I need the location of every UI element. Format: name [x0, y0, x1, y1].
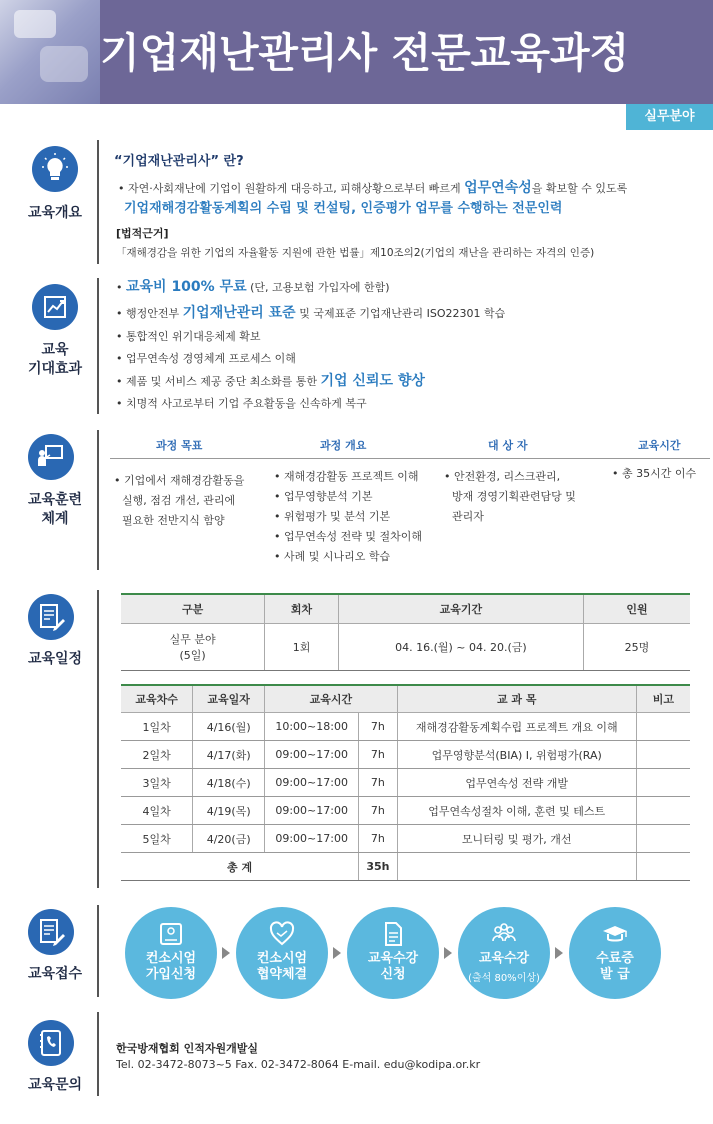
- section-label-reception: 교육접수: [27, 966, 83, 982]
- header-photo: [0, 0, 100, 104]
- effect-item: • 치명적 사고로부터 기업 주요활동을 신속하게 복구: [116, 397, 367, 410]
- cell: 5일차: [121, 825, 193, 853]
- cell: 4일차: [121, 797, 193, 825]
- section-divider: [97, 430, 99, 570]
- divider: [110, 458, 710, 459]
- overview-heading: “기업재난관리사” 란?: [114, 154, 244, 169]
- graduation-cap-icon: [600, 919, 630, 949]
- overview-line2: 기업재해경감활동계획의 수립 및 컨설팅, 인증평가 업무를 수행하는 전문인력: [124, 201, 563, 216]
- col-header: 회차: [265, 594, 339, 624]
- step-course-apply: 교육수강 신청: [347, 907, 439, 999]
- col-header-goal: 과정 목표: [156, 439, 203, 452]
- effect-item: • 업무연속성 경영체계 프로세스 이해: [116, 352, 296, 365]
- category-badge: 실무분야: [626, 104, 713, 130]
- contact-org: 한국방재협회 인적자원개발실: [116, 1042, 258, 1055]
- cell: [636, 713, 690, 741]
- presentation-icon: [28, 434, 74, 480]
- effect-item: • 교육비 100% 무료 (단, 고용보험 가입자에 한함): [116, 279, 390, 295]
- cell: 09:00~17:00: [265, 797, 359, 825]
- cell: 7h: [359, 797, 397, 825]
- table-row: [121, 769, 690, 797]
- cell: 7h: [359, 825, 397, 853]
- training-hours: • 총 35시간 이수: [612, 467, 697, 480]
- col-header: 교육차수: [121, 685, 193, 713]
- cell: 2일차: [121, 741, 193, 769]
- cell: 3일차: [121, 769, 193, 797]
- legal-basis-title: [법적근거]: [116, 227, 169, 240]
- schedule-detail-table: [121, 684, 690, 881]
- table-row: [121, 797, 690, 825]
- contact-info: Tel. 02-3472-8073~5 Fax. 02-3472-8064 E-mail. edu@kodipa.or.kr: [116, 1058, 481, 1071]
- effect-item: • 통합적인 위기대응체제 확보: [116, 330, 261, 343]
- col-header: 교육기간: [338, 594, 583, 624]
- overview-line1: • 자연·사회재난에 기업이 원활하게 대응하고, 피해상황으로부터 빠르게 업무연속성을 확보할 수 있도록: [118, 180, 628, 196]
- section-label-training: 교육훈련 체계: [27, 492, 83, 527]
- cell: 7h: [359, 713, 397, 741]
- col-header-outline: 과정 개요: [320, 439, 367, 452]
- section-label-contact: 교육문의: [27, 1077, 83, 1093]
- growth-chart-icon: [32, 284, 78, 330]
- handshake-icon: [267, 919, 297, 949]
- header-banner: [0, 0, 713, 104]
- period-cell: 04. 16.(월) ~ 04. 20.(금): [338, 624, 583, 671]
- cell: 10:00~18:00: [265, 713, 359, 741]
- cell: 09:00~17:00: [265, 769, 359, 797]
- section-divider: [97, 905, 99, 997]
- schedule-summary-table: [121, 593, 690, 671]
- table-row: [121, 741, 690, 769]
- page-title: 기업재난관리사 전문교육과정: [100, 29, 630, 77]
- table-row: [121, 624, 690, 671]
- effect-item: • 제품 및 서비스 제공 중단 최소화를 통한 기업 신뢰도 향상: [116, 373, 425, 389]
- col-header: 교육일자: [193, 685, 265, 713]
- cell: [636, 769, 690, 797]
- table-row: [121, 825, 690, 853]
- cell: 7h: [359, 741, 397, 769]
- cell: 재해경감활동계획수립 프로젝트 개요 이해: [397, 713, 636, 741]
- col-header: 구분: [121, 594, 265, 624]
- col-header-target: 대 상 자: [488, 439, 528, 452]
- document-icon: [378, 919, 408, 949]
- col-header: 인원: [583, 594, 690, 624]
- step-consortium-join: 컨소시엄 가입신청: [125, 907, 217, 999]
- group-icon: [489, 919, 519, 949]
- cell: [636, 797, 690, 825]
- total-hours: 35h: [359, 853, 397, 881]
- id-card-icon: [156, 919, 186, 949]
- document-pen-icon: [28, 909, 74, 955]
- round-cell: 1회: [265, 624, 339, 671]
- section-label-schedule: 교육일정: [27, 651, 83, 667]
- division-cell: 실무 분야 (5일): [121, 624, 265, 671]
- arrow-icon: [444, 947, 452, 959]
- section-label-overview: 교육개요: [27, 205, 83, 221]
- section-divider: [97, 278, 99, 414]
- cell: [636, 853, 690, 881]
- table-row: [121, 713, 690, 741]
- training-target: • 안전환경, 리스크관리, 방재 경영기획관련담당 및 관리자: [444, 470, 576, 523]
- col-header: 교육시간: [265, 685, 398, 713]
- arrow-icon: [555, 947, 563, 959]
- cell: [636, 825, 690, 853]
- cell: 4/20(금): [193, 825, 265, 853]
- effect-item: • 행정안전부 기업재난관리 표준 및 국제표준 기업재난관리 ISO22301 학습: [116, 305, 506, 321]
- cell: 업무영향분석(BIA) Ⅰ, 위험평가(RA): [397, 741, 636, 769]
- col-header: 비고: [636, 685, 690, 713]
- training-outline: • 재해경감활동 프로젝트 이해 • 업무영향분석 기본 • 위험평가 및 분석 기본 • 업무연속성 전략 및 절차이해 • 사례 및 시나리오 학습: [274, 470, 422, 563]
- cell: 09:00~17:00: [265, 825, 359, 853]
- total-label: 총 계: [121, 853, 359, 881]
- cell: 업무연속성 전략 개발: [397, 769, 636, 797]
- lightbulb-icon: [32, 146, 78, 192]
- cell: 모니터링 및 평가, 개선: [397, 825, 636, 853]
- step-consortium-agreement: 컨소시엄 협약체결: [236, 907, 328, 999]
- section-divider: [97, 1012, 99, 1096]
- cell: [636, 741, 690, 769]
- cell: 7h: [359, 769, 397, 797]
- phone-book-icon: [28, 1020, 74, 1066]
- step-course-attend: 교육수강 (출석 80%이상): [458, 907, 550, 999]
- arrow-icon: [333, 947, 341, 959]
- document-pen-icon: [28, 594, 74, 640]
- col-header: 교 과 목: [397, 685, 636, 713]
- legal-basis-text: 「재해경감을 위한 기업의 자율활동 지원에 관한 법률」제10조의2(기업의 재난을 관리하는 자격의 인증): [116, 247, 595, 259]
- people-cell: 25명: [583, 624, 690, 671]
- cell: [397, 853, 636, 881]
- cell: 1일차: [121, 713, 193, 741]
- cell: 4/16(월): [193, 713, 265, 741]
- total-row: [121, 853, 690, 881]
- training-goal: • 기업에서 재해경감활동을 실행, 점검 개선, 관리에 필요한 전반지식 함양: [114, 474, 245, 527]
- cell: 4/18(수): [193, 769, 265, 797]
- section-label-effects: 교육 기대효과: [27, 342, 83, 377]
- cell: 4/19(목): [193, 797, 265, 825]
- col-header-hours: 교육시간: [638, 439, 681, 452]
- section-divider: [97, 140, 99, 264]
- arrow-icon: [222, 947, 230, 959]
- cell: 09:00~17:00: [265, 741, 359, 769]
- step-certificate: 수료증 발 급: [569, 907, 661, 999]
- cell: 4/17(화): [193, 741, 265, 769]
- section-divider: [97, 590, 99, 888]
- cell: 업무연속성절차 이해, 훈련 및 테스트: [397, 797, 636, 825]
